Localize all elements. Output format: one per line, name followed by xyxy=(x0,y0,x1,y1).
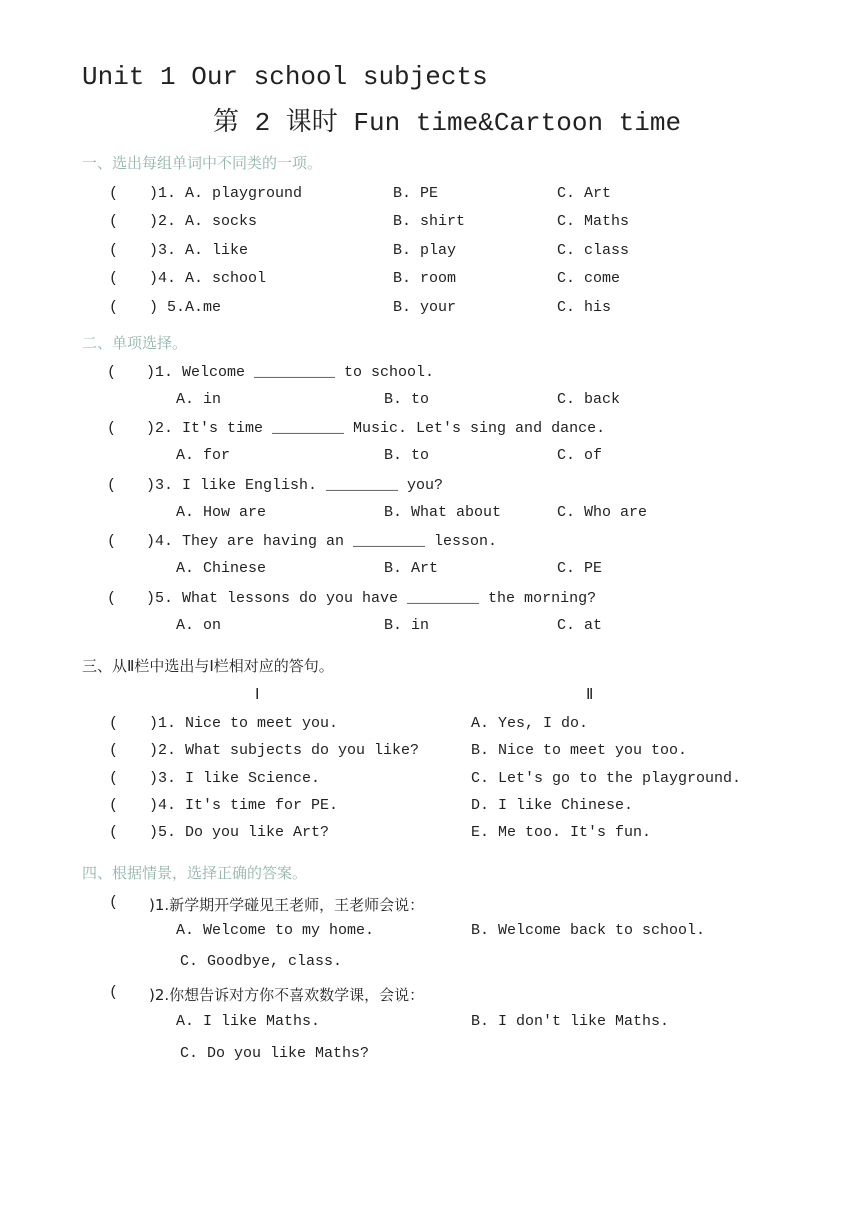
option-b: B. PE xyxy=(393,185,439,202)
answer-paren[interactable]: ( xyxy=(109,797,119,814)
answer-paren[interactable]: ( xyxy=(107,420,117,437)
answer-paren[interactable]: ( xyxy=(107,364,117,381)
option-c: C. of xyxy=(557,447,603,464)
answer-paren[interactable]: ( xyxy=(109,299,119,316)
section-heading-1: 一、选出每组单词中不同类的一项。 xyxy=(82,154,323,172)
page-title: Unit 1 Our school subjects xyxy=(82,62,488,92)
answer-paren[interactable]: ( xyxy=(109,185,119,202)
option-b: B. What about xyxy=(384,504,502,521)
answer-paren[interactable]: ( xyxy=(109,742,119,759)
answer-paren[interactable]: ( xyxy=(109,242,119,259)
answer-option: E. Me too. It's fun. xyxy=(471,824,652,841)
answer-paren[interactable]: ( xyxy=(109,824,119,841)
question-text: )4. They are having an ________ lesson. xyxy=(146,533,498,550)
question-text: )5. Do you like Art? xyxy=(149,824,330,841)
answer-paren[interactable]: ( xyxy=(107,590,117,607)
question-text: )2. What subjects do you like? xyxy=(149,742,420,759)
answer-paren[interactable]: ( xyxy=(109,770,119,787)
question-text: )1. Welcome _________ to school. xyxy=(146,364,435,381)
option-a: A. in xyxy=(176,391,222,408)
question-text: )2. It's time ________ Music. Let's sing and dance. xyxy=(146,420,606,437)
section-heading-4: 四、根据情景，选择正确的答案。 xyxy=(82,864,308,882)
option-b: B. your xyxy=(393,299,457,316)
question-text: )1. Nice to meet you. xyxy=(149,715,339,732)
answer-option: C. Let's go to the playground. xyxy=(471,770,742,787)
question-text: )3. I like English. ________ you? xyxy=(146,477,444,494)
option-a: A. How are xyxy=(176,504,267,521)
option-c: C. Do you like Maths? xyxy=(180,1045,370,1062)
answer-option: D. I like Chinese. xyxy=(471,797,634,814)
option-a: A. for xyxy=(176,447,231,464)
option-a: A. I like Maths. xyxy=(176,1013,321,1030)
option-c: C. his xyxy=(557,299,612,316)
section-heading-3: 三、从Ⅱ栏中选出与Ⅰ栏相对应的答句。 xyxy=(82,657,334,675)
question-text: )3. I like Science. xyxy=(149,770,321,787)
question-option-a: )2. A. socks xyxy=(149,213,258,230)
answer-paren[interactable]: ( xyxy=(107,533,117,550)
option-a: A. Welcome to my home. xyxy=(176,922,375,939)
question-text: )4. It's time for PE. xyxy=(149,797,339,814)
answer-paren[interactable]: ( xyxy=(109,984,119,1001)
option-c: C. class xyxy=(557,242,630,259)
answer-paren[interactable]: ( xyxy=(109,270,119,287)
option-b: B. to xyxy=(384,447,430,464)
answer-paren[interactable]: ( xyxy=(109,894,119,911)
option-c: C. PE xyxy=(557,560,603,577)
column-header-1: Ⅰ xyxy=(255,687,260,704)
option-b: B. to xyxy=(384,391,430,408)
option-a: A. on xyxy=(176,617,222,634)
option-b: B. play xyxy=(393,242,457,259)
question-option-a: )3. A. like xyxy=(149,242,249,259)
page-subtitle: 第 2 课时 Fun time&Cartoon time xyxy=(213,108,682,138)
option-c: C. Who are xyxy=(557,504,648,521)
answer-paren[interactable]: ( xyxy=(109,715,119,732)
question-text: )1.新学期开学碰见王老师，王老师会说： xyxy=(149,896,425,914)
question-text: )2.你想告诉对方你不喜欢数学课，会说： xyxy=(149,986,425,1004)
option-c: C. Art xyxy=(557,185,612,202)
option-b: B. Welcome back to school. xyxy=(471,922,706,939)
answer-option: B. Nice to meet you too. xyxy=(471,742,688,759)
answer-paren[interactable]: ( xyxy=(109,213,119,230)
answer-option: A. Yes, I do. xyxy=(471,715,589,732)
option-b: B. Art xyxy=(384,560,439,577)
column-header-2: Ⅱ xyxy=(586,687,594,704)
option-a: A. Chinese xyxy=(176,560,267,577)
option-c: C. Maths xyxy=(557,213,630,230)
option-c: C. Goodbye, class. xyxy=(180,953,343,970)
option-b: B. I don't like Maths. xyxy=(471,1013,670,1030)
option-c: C. come xyxy=(557,270,621,287)
question-option-a: ) 5.A.me xyxy=(149,299,222,316)
question-text: )5. What lessons do you have ________ the morning? xyxy=(146,590,597,607)
option-c: C. back xyxy=(557,391,621,408)
option-b: B. shirt xyxy=(393,213,466,230)
answer-paren[interactable]: ( xyxy=(107,477,117,494)
option-b: B. in xyxy=(384,617,430,634)
option-b: B. room xyxy=(393,270,457,287)
option-c: C. at xyxy=(557,617,603,634)
question-option-a: )4. A. school xyxy=(149,270,267,287)
question-option-a: )1. A. playground xyxy=(149,185,303,202)
section-heading-2: 二、单项选择。 xyxy=(82,334,188,352)
